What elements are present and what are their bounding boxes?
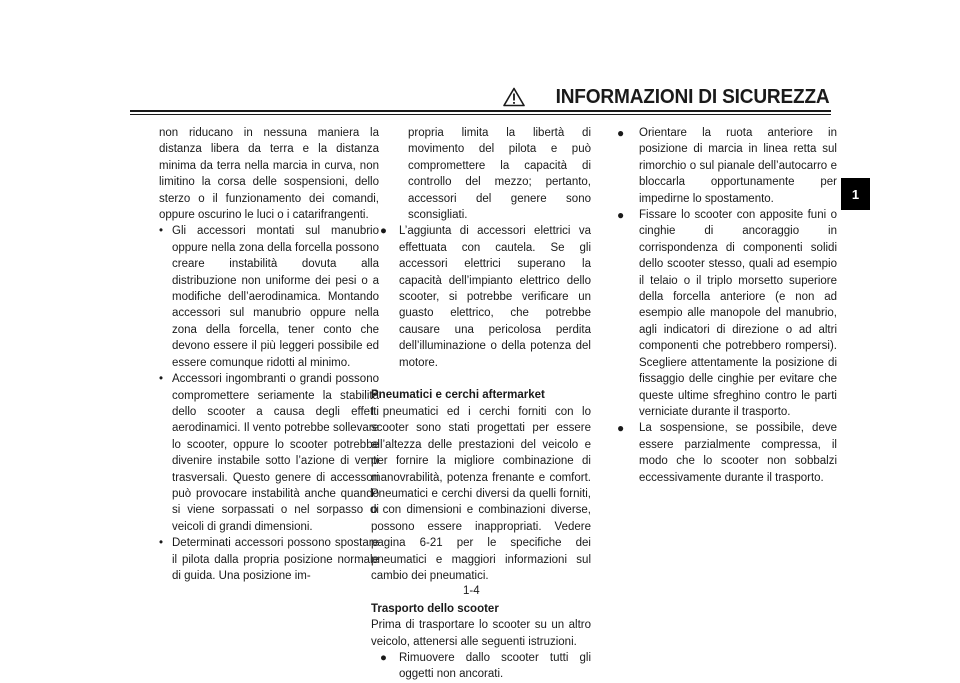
bullet-mark: ● [617, 208, 625, 223]
list-item: • Accessori ingombranti o grandi possono compromettere seriamente la stabilità dello scooter a causa degli effetti aerodinamici. Il vento potrebbe sollevare lo scooter, oppure lo scooter potrebbe divenire instabile sotto l’azione di venti trasversali. Questo genere di accessori può provocare instabilità anche quando si viene sorpassati o nel sorpasso di veicoli di grandi dimensioni. [159, 373, 379, 533]
list-item: ● Rimuovere dallo scooter tutti gli oggetti non ancorati. [380, 651, 591, 681]
warning-triangle-icon [503, 87, 525, 107]
paragraph: Prima di trasportare lo scooter su un altro veicolo, attenersi alle seguenti istruzioni. [371, 619, 591, 648]
page-number: 1-4 [463, 585, 480, 597]
column-middle [371, 125, 591, 683]
bullet-mark: ● [617, 421, 625, 436]
paragraph: non riducano in nessuna maniera la distanza libera da terra e la distanza minima da terra nella marcia in curva, non limitino la corsa delle sospensioni, dello sterzo o il funzionamento dei comandi, oppure oscurino le luci o i catarifrangenti. [159, 127, 379, 222]
paragraph: propria limita la libertà di movimento del pilota e può compromettere la capacità di controllo del mezzo; pertanto, accessori del genere sono sconsigliati. [408, 127, 591, 222]
bullet-mark: ● [380, 225, 387, 238]
column-left [159, 125, 379, 584]
list-item: ● Fissare lo scooter con apposite funi o cinghie di ancoraggio in corrispondenza di componenti solidi dello scooter stesso, quali ad esempio il telaio o il triplo morsetto superiore della forcella anteriore (e non ad esempio alle manopole del manubrio, agli indicatori di direzione o ad altri componenti che potrebbero rompersi). Scegliere attentamente la posizione di fissaggio delle cinghie per evitare che queste ultime sfreghino contro le parti verniciate durante il trasporto. [617, 208, 837, 418]
section-heading: Pneumatici e cerchi aftermarket [371, 389, 545, 402]
list-item: ● L’aggiunta di accessori elettrici va effettuata con cautela. Se gli accessori elettrici superano la capacità dell’impianto elettrico dello scooter, si potrebbe verificare un guasto elettrico, che potrebbe causare una pericolosa perdita dell’illuminazione o della potenza del motore. [380, 225, 591, 369]
paragraph: I pneumatici ed i cerchi forniti con lo scooter sono stati progettati per essere all’altezza delle prestazioni del veicolo e per fornire la migliore combinazione di manovrabilità, potenza frenante e comfort. Pneumatici e cerchi diversi da quelli forniti, o con dimensioni e combinazioni diverse, possono essere inappropriati. Vedere pagina 6-21 per le specifiche dei pneumatici e maggiori informazioni sul cambio dei pneumatici. [371, 405, 591, 582]
section-heading: Trasporto dello scooter [371, 602, 499, 615]
list-item: • Determinati accessori possono spostare il pilota dalla propria posizione normale di guida. Una posizione im- [159, 537, 379, 582]
header-rule [130, 110, 831, 112]
list-item: ● Orientare la ruota anteriore in posizione di marcia in linea retta sul rimorchio o sul pianale dell’autocarro e bloccarla opportunamente per impedirne lo spostamento. [617, 126, 837, 205]
page-title: INFORMAZIONI DI SICUREZZA [556, 85, 830, 108]
section-header [505, 84, 830, 110]
header-rule-thin [130, 114, 831, 115]
bullet-mark: ● [380, 651, 387, 664]
list-item: • Gli accessori montati sul manubrio oppure nella zona della forcella possono creare instabilità dovuta alla distribuzione non uniforme dei pesi o a modifiche dell’aerodinamica. Montando accessori sul manubrio oppure nella zona della forcella, tener conto che devono essere il più leggeri possibile ed essere comunque ridotti al minimo. [159, 225, 379, 369]
bullet-mark: • [159, 373, 164, 386]
chapter-tab[interactable]: 1 [841, 178, 870, 210]
bullet-mark: ● [617, 126, 625, 140]
bullet-mark: • [159, 225, 164, 238]
list-item: ● La sospensione, se possibile, deve essere parzialmente compressa, il modo che lo scooter non sobbalzi eccessivamente durante il trasporto. [617, 421, 837, 484]
column-right [617, 125, 837, 486]
bullet-mark: • [159, 537, 164, 550]
